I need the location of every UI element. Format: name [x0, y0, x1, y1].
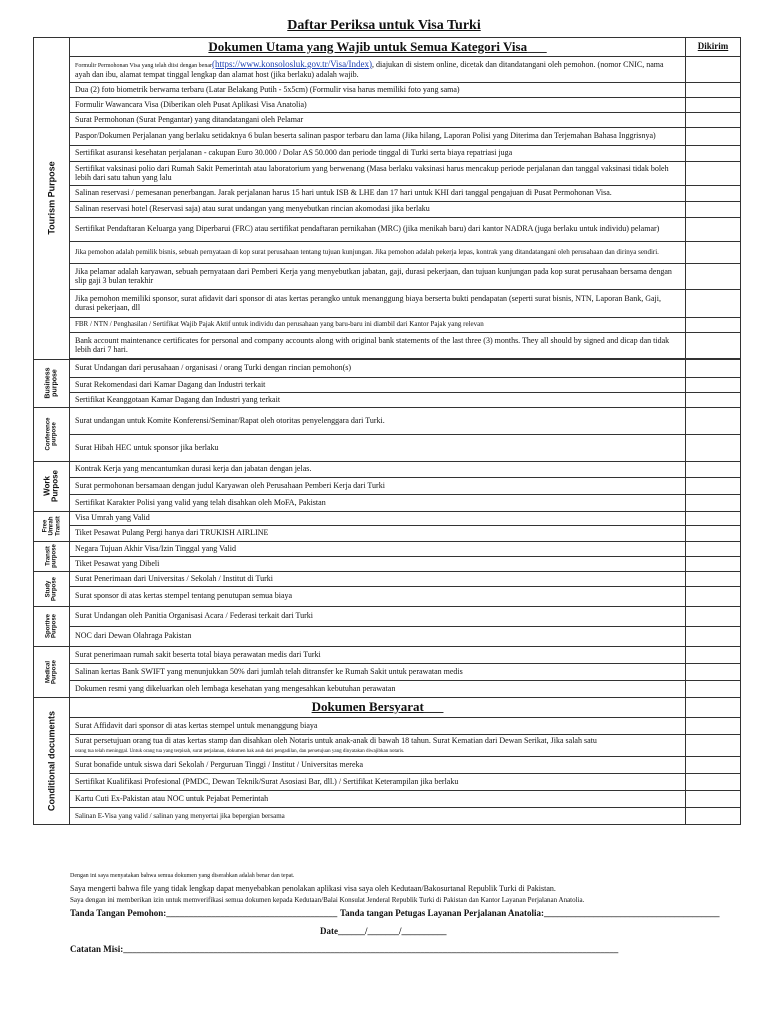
- checklist-item: Salinan reservasi hotel (Reservasi saja) atau surat undangan yang menyebutkan rincian akomodasi jika berlaku: [70, 201, 686, 217]
- sent-checkbox[interactable]: [686, 263, 741, 289]
- checklist-item: Dua (2) foto biometrik berwarna terbaru (Latar Belakang Putih - 5x5cm) (Formulir visa harus memiliki foto yang sama): [70, 82, 686, 97]
- sent-checkbox[interactable]: [686, 332, 741, 358]
- sent-checkbox[interactable]: [686, 663, 741, 680]
- checklist-item: Surat permohonan bersamaan dengan judul Karyawan oleh Perusahaan Pemberi Kerja dari Turki: [70, 477, 686, 494]
- sent-checkbox[interactable]: [686, 626, 741, 646]
- sent-checkbox[interactable]: [686, 56, 741, 82]
- checklist-item: Jika pemohon memiliki sponsor, surat afidavit dari sponsor di atas kertas perangko untuk menanggung biaya berserta bukti pendapatan (seperti surat bisnis, NTN, Laporan Bank, Gaji, durasi pekerjaan, dll: [70, 289, 686, 317]
- section-label: Study Purpose: [45, 576, 58, 601]
- checklist-item: Sertifikat vaksinasi polio dari Rumah Sakit Pemerintah atau laboratorium yang berwenang (Masa berlaku vaksinasi harus mencakup periode perjalanan dan tanggal vaksinasi tidak boleh lebih dari satu tahun yang lalu: [70, 161, 686, 185]
- section-study: [34, 571, 70, 606]
- section-transit: [34, 541, 70, 571]
- checklist-item: FBR / NTN / Penghasilan / Sertifikat Wajib Pajak Aktif untuk individu dan perusahaan yang baru-baru ini diambil dari Kantor Pajak yang relevan: [70, 317, 686, 332]
- checklist-item: NOC dari Dewan Olahraga Pakistan: [70, 626, 686, 646]
- checklist-item: Sertifikat Kualifikasi Profesional (PMDC, Dewan Teknik/Surat Asosiasi Bar, dll.) / Sertifikat Keterampilan jika berlaku: [70, 774, 686, 791]
- sent-checkbox[interactable]: [686, 791, 741, 808]
- section-label: Transit purpose: [45, 544, 58, 568]
- section-label: Sportive Purpose: [45, 614, 58, 639]
- section-label: Free Umrah Transit: [42, 516, 61, 536]
- officer-signature-field[interactable]: Tanda tangan Petugas Layanan Perjalanan Anatolia:_______________________________________: [340, 908, 720, 918]
- checklist-item: Surat undangan untuk Komite Konferensi/Seminar/Rapat oleh otoritas penyelenggara dari Turki.: [70, 407, 686, 434]
- checklist-item: Surat Permohonan (Surat Pengantar) yang ditandatangani oleh Pelamar: [70, 112, 686, 127]
- sent-checkbox[interactable]: [686, 757, 741, 774]
- checklist-item: Negara Tujuan Akhir Visa/Izin Tinggal yang Valid: [70, 541, 686, 556]
- sent-checkbox[interactable]: [686, 82, 741, 97]
- section-sportive: [34, 606, 70, 646]
- checklist-item: Kartu Cuti Ex-Pakistan atau NOC untuk Pejabat Pemerintah: [70, 791, 686, 808]
- section-business: [34, 359, 70, 407]
- sent-checkbox[interactable]: [686, 217, 741, 241]
- sent-checkbox[interactable]: [686, 392, 741, 407]
- sent-checkbox[interactable]: [686, 407, 741, 434]
- checklist-item: Kontrak Kerja yang mencantumkan durasi kerja dan jabatan dengan jelas.: [70, 461, 686, 477]
- section-conditional: [34, 697, 70, 825]
- visa-form-link[interactable]: (https://www.konsolosluk.gov.tr/Visa/Index): [212, 58, 373, 69]
- section-conference: [34, 407, 70, 461]
- mission-notes-field[interactable]: Catatan Misi:______________________________________________________________________________________________________________: [70, 944, 619, 954]
- checklist-item: Sertifikat Keanggotaan Kamar Dagang dan Industri yang terkait: [70, 392, 686, 407]
- checklist-item: Surat Penerimaan dari Universitas / Sekolah / Institut di Turki: [70, 571, 686, 586]
- date-field[interactable]: Date______/_______/__________: [320, 926, 447, 936]
- sent-checkbox[interactable]: [686, 646, 741, 663]
- sent-checkbox[interactable]: [686, 377, 741, 392]
- declaration-line-2: Saya mengerti bahwa file yang tidak lengkap dapat menyebabkan penolakan aplikasi visa saya oleh Kedutaan/Bakosurtanal Republik Turki di Pakistan.: [70, 884, 556, 893]
- section-label: Business purpose: [44, 367, 59, 399]
- checklist-item: Paspor/Dokumen Perjalanan yang berlaku setidaknya 6 bulan beserta salinan paspor terbaru dan lama (Jika hilang, Laporan Polisi yang Diterima dan Terjemahan Bahasa Inggrisnya): [70, 127, 686, 145]
- sent-checkbox[interactable]: [686, 494, 741, 511]
- checklist-item: Tiket Pesawat yang Dibeli: [70, 556, 686, 571]
- section-work: [34, 461, 70, 511]
- checklist-item: Salinan reservasi / pemesanan penerbangan. Jarak perjalanan harus 15 hari untuk ISB & LHE dan 17 hari untuk KHI dari tanggal pengajuan di Pusat Permohonan Visa.: [70, 185, 686, 201]
- checklist-item: Formulir Wawancara Visa (Diberikan oleh Pusat Aplikasi Visa Anatolia): [70, 97, 686, 112]
- applicant-signature-field[interactable]: Tanda Tangan Pemohon:______________________________________: [70, 908, 338, 918]
- sent-checkbox[interactable]: [686, 680, 741, 697]
- sent-checkbox[interactable]: [686, 145, 741, 161]
- sent-checkbox[interactable]: [686, 774, 741, 791]
- sent-checkbox[interactable]: [686, 289, 741, 317]
- sent-checkbox[interactable]: [686, 112, 741, 127]
- sent-checkbox[interactable]: [686, 317, 741, 332]
- sent-checkbox[interactable]: [686, 586, 741, 606]
- section-label: Conference purpose: [45, 417, 58, 451]
- checklist-table: [33, 37, 741, 825]
- sent-checkbox[interactable]: [686, 201, 741, 217]
- sent-checkbox[interactable]: [686, 161, 741, 185]
- checklist-item: Jika pelamar adalah karyawan, sebuah pernyataan dari Pemberi Kerja yang menyebutkan jabatan, gaji, durasi pekerjaan, dan tujuan kunjungan pada kop surat perusahaan bersama dengan slip gaji 3 bulan terakhir: [70, 263, 686, 289]
- checklist-item: Formulir Permohonan Visa yang telah diisi dengan benar(https://www.konsolosluk.gov.tr/Visa/Index), diajukan di sistem online, dicetak dan ditandatangani oleh pemohon. (nomor CNIC, nama ayah dan ibu, alamat tempat tinggal lengkap dan alamat host (jika berlaku) adalah wajib.: [70, 56, 686, 82]
- sent-checkbox[interactable]: [686, 606, 741, 626]
- section-tourism: [34, 38, 70, 360]
- checklist-item: Surat bonafide untuk siswa dari Sekolah / Perguruan Tinggi / Institut / Universitas mereka: [70, 757, 686, 774]
- declaration-line-1: Dengan ini saya menyatakan bahwa semua dokumen yang diserahkan adalah benar dan tepat.: [70, 873, 295, 879]
- sent-checkbox[interactable]: [686, 97, 741, 112]
- section-label: Work Purpose: [42, 470, 60, 503]
- sent-checkbox[interactable]: [686, 541, 741, 556]
- section-label: Medical Purpose: [45, 659, 58, 684]
- checklist-item: Surat sponsor di atas kertas stempel tentang penutupan semua biaya: [70, 586, 686, 606]
- section-label: Conditional documents: [45, 710, 56, 811]
- sent-checkbox[interactable]: [686, 556, 741, 571]
- conditional-docs-header: Dokumen Bersyarat___: [70, 697, 686, 717]
- checklist-item: Sertifikat asuransi kesehatan perjalanan - cakupan Euro 30.000 / Dolar AS 50.000 dan periode tinggal di Turki serta biaya repatriasi juga: [70, 145, 686, 161]
- checklist-item: Surat Rekomendasi dari Kamar Dagang dan Industri terkait: [70, 377, 686, 392]
- sent-checkbox[interactable]: [686, 808, 741, 825]
- sent-checkbox[interactable]: [686, 734, 741, 757]
- sent-checkbox[interactable]: [686, 525, 741, 541]
- declaration-line-3: Saya dengan ini memberikan izin untuk memverifikasi semua dokumen kepada Kedutaan/Balai Konsulat Jenderal Republik Turki di Pakistan dan Kantor Layanan Perjalanan Anatolia.: [70, 896, 585, 904]
- sent-checkbox[interactable]: [686, 359, 741, 377]
- checklist-item: Dokumen resmi yang dikeluarkan oleh lembaga kesehatan yang mengesahkan kebutuhan perawatan: [70, 680, 686, 697]
- sent-checkbox[interactable]: [686, 717, 741, 734]
- checklist-item: Surat Undangan oleh Panitia Organisasi Acara / Federasi terkait dari Turki: [70, 606, 686, 626]
- checklist-item: Surat Hibah HEC untuk sponsor jika berlaku: [70, 434, 686, 461]
- checklist-item: Surat Undangan dari perusahaan / organisasi / orang Turki dengan rincian pemohon(s): [70, 359, 686, 377]
- section-umrah: [34, 511, 70, 541]
- checklist-item: Visa Umrah yang Valid: [70, 511, 686, 525]
- checklist-item: Surat penerimaan rumah sakit beserta total biaya perawatan medis dari Turki: [70, 646, 686, 663]
- sent-checkbox[interactable]: [686, 571, 741, 586]
- sent-column-header: Dikirim: [686, 38, 741, 57]
- checklist-item: Sertifikat Karakter Polisi yang valid yang telah disahkan oleh MoFA, Pakistan: [70, 494, 686, 511]
- sent-checkbox[interactable]: [686, 127, 741, 145]
- checklist-item: Sertifikat Pendaftaran Keluarga yang Diperbarui (FRC) atau sertifikat pendaftaran pernikahan (MRC) (jika menikah baru) dari kantor NADRA (juga berlaku untuk individu) pelamar): [70, 217, 686, 241]
- sent-checkbox[interactable]: [686, 461, 741, 477]
- checklist-item: Surat Affidavit dari sponsor di atas kertas stempel untuk menanggung biaya: [70, 717, 686, 734]
- checklist-item: Tiket Pesawat Pulang Pergi hanya dari TRUKISH AIRLINE: [70, 525, 686, 541]
- checklist-item: Salinan E-Visa yang valid / salinan yang menyertai jika bepergian bersama: [70, 808, 686, 825]
- sent-checkbox[interactable]: [686, 477, 741, 494]
- checklist-item: Bank account maintenance certificates for personal and company accounts along with original bank statements of the last three (3) months. They all should by signed and dicap dan tidak lebih dari 7 hari.: [70, 332, 686, 358]
- document-title: Daftar Periksa untuk Visa Turki: [287, 18, 481, 33]
- checklist-item: Salinan kertas Bank SWIFT yang menunjukkan 50% dari jumlah telah ditransfer ke Rumah Sakit untuk perawatan medis: [70, 663, 686, 680]
- sent-checkbox[interactable]: [686, 185, 741, 201]
- sent-checkbox[interactable]: [686, 434, 741, 461]
- sent-checkbox[interactable]: [686, 241, 741, 263]
- section-medical: [34, 646, 70, 697]
- section-label: Tourism Purpose: [45, 161, 56, 235]
- checklist-item: Surat persetujuan orang tua di atas kertas stamp dan disahkan oleh Notaris untuk anak-anak di bawah 18 tahun. Surat Kematian dari Dewan Serikat, Jika salah satu orang tua telah meninggal. Untuk orang tua yang terpisah, surat perjalanan, dokumen hak asuh dari pengadilan, dan persetujuan yang dinyatakan diwajibkan notaris.: [70, 734, 686, 757]
- checklist-item: Jika pemohon adalah pemilik bisnis, sebuah pernyataan di kop surat perusahaan tentang tujuan kunjungan. Jika pemohon adalah pekerja lepas, kontrak yang ditandatangani oleh perusahaan dan dirinya sendiri.: [70, 241, 686, 263]
- sent-checkbox[interactable]: [686, 511, 741, 525]
- main-docs-header: Dokumen Utama yang Wajib untuk Semua Kategori Visa___: [70, 38, 686, 57]
